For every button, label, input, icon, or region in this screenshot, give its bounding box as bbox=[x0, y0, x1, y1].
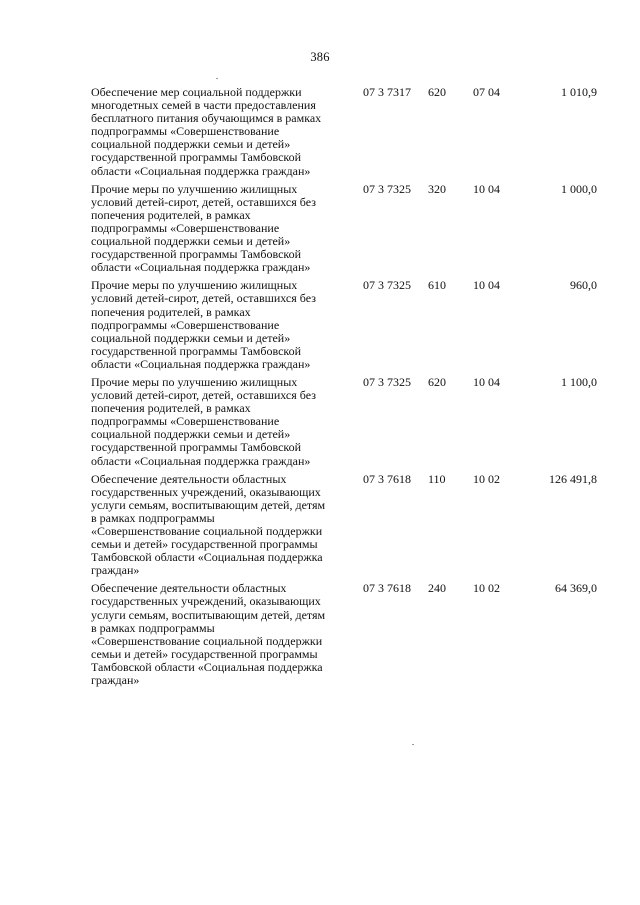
amount: 1 100,0 bbox=[561, 374, 597, 389]
expense-name-line: государственных учреждений, оказывающих bbox=[91, 484, 321, 499]
expense-name-line: Прочие меры по улучшению жилищных bbox=[91, 374, 298, 389]
expense-name-line: условий детей-сирот, детей, оставшихся без bbox=[91, 291, 316, 306]
expense-name-line: условий детей-сирот, детей, оставшихся без bbox=[91, 194, 316, 209]
expense-name-line: в рамках подпрограммы bbox=[91, 620, 215, 635]
expense-type-code: 320 bbox=[428, 181, 446, 196]
expense-name-line: социальной поддержки семьи и детей» bbox=[91, 137, 291, 152]
expense-name-line: попечения родителей, в рамках bbox=[91, 401, 251, 416]
target-article-code: 07 3 7618 bbox=[363, 471, 411, 486]
expense-name bbox=[91, 183, 353, 275]
expense-name-line: услуги семьям, воспитывающим детей, детям bbox=[91, 607, 326, 622]
expense-name-line: Обеспечение мер социальной поддержки bbox=[91, 85, 302, 99]
expense-name-line: Обеспечение деятельности областных bbox=[91, 581, 287, 596]
expense-name-line: граждан» bbox=[91, 563, 140, 578]
expense-name-line: «Совершенствование социальной поддержки bbox=[91, 524, 323, 538]
expense-name-line: семьи и детей» государственной программы bbox=[91, 646, 318, 661]
expense-name-line: государственной программы Тамбовской bbox=[91, 150, 302, 165]
table-row bbox=[91, 86, 597, 178]
expense-name-line: социальной поддержки семьи и детей» bbox=[91, 330, 291, 345]
table-row bbox=[91, 473, 597, 578]
expense-name-line: социальной поддержки семьи и детей» bbox=[91, 234, 291, 249]
expense-type-code: 620 bbox=[428, 374, 446, 389]
expense-name-line: подпрограммы «Совершенствование bbox=[91, 317, 280, 332]
section-subsection-code: 10 04 bbox=[473, 278, 500, 293]
expense-name-line: «Совершенствование социальной поддержки bbox=[91, 633, 323, 648]
expense-name-line: семьи и детей» государственной программы bbox=[91, 537, 318, 552]
expense-name bbox=[91, 376, 353, 468]
expense-name bbox=[91, 279, 353, 371]
section-subsection-code: 10 02 bbox=[473, 471, 500, 486]
expense-name-line: в рамках подпрограммы bbox=[91, 510, 215, 525]
table-row bbox=[91, 582, 597, 687]
expense-name-line: области «Социальная поддержка граждан» bbox=[91, 163, 311, 178]
expense-type-code: 610 bbox=[428, 278, 446, 293]
expense-name bbox=[91, 582, 353, 687]
table-row bbox=[91, 183, 597, 275]
section-subsection-code: 10 04 bbox=[473, 374, 500, 389]
amount: 960,0 bbox=[570, 278, 597, 293]
expense-name-line: государственной программы Тамбовской bbox=[91, 247, 302, 262]
scan-speck bbox=[412, 744, 414, 745]
amount: 1 000,0 bbox=[561, 181, 597, 196]
expense-name-line: граждан» bbox=[91, 673, 140, 688]
table-row bbox=[91, 279, 597, 371]
expense-name-line: Прочие меры по улучшению жилищных bbox=[91, 278, 298, 293]
amount: 64 369,0 bbox=[555, 581, 597, 596]
expense-name-line: государственной программы Тамбовской bbox=[91, 440, 302, 455]
expense-name-line: Прочие меры по улучшению жилищных bbox=[91, 181, 298, 196]
target-article-code: 07 3 7325 bbox=[363, 181, 411, 196]
target-article-code: 07 3 7325 bbox=[363, 374, 411, 389]
expense-name-line: области «Социальная поддержка граждан» bbox=[91, 260, 311, 275]
amount: 1 010,9 bbox=[561, 85, 597, 99]
section-subsection-code: 10 02 bbox=[473, 581, 500, 596]
expense-type-code: 620 bbox=[428, 85, 446, 99]
expense-name-line: области «Социальная поддержка граждан» bbox=[91, 356, 311, 371]
expense-type-code: 240 bbox=[428, 581, 446, 596]
table-row bbox=[91, 376, 597, 468]
budget-table bbox=[91, 86, 597, 692]
amount: 126 491,8 bbox=[549, 471, 597, 486]
expense-name-line: социальной поддержки семьи и детей» bbox=[91, 427, 291, 442]
expense-name-line: бесплатного питания обучающимся в рамках bbox=[91, 111, 322, 126]
expense-name-line: Тамбовской области «Социальная поддержка bbox=[91, 659, 323, 674]
page-number: 386 bbox=[310, 50, 330, 64]
expense-name-line: попечения родителей, в рамках bbox=[91, 304, 251, 319]
expense-name-line: Обеспечение деятельности областных bbox=[91, 471, 287, 486]
expense-name-line: государственных учреждений, оказывающих bbox=[91, 594, 321, 609]
target-article-code: 07 3 7618 bbox=[363, 581, 411, 596]
section-subsection-code: 10 04 bbox=[473, 181, 500, 196]
expense-name-line: государственной программы Тамбовской bbox=[91, 343, 302, 358]
expense-name-line: подпрограммы «Совершенствование bbox=[91, 414, 280, 429]
scan-speck bbox=[216, 78, 218, 79]
expense-name-line: попечения родителей, в рамках bbox=[91, 207, 251, 222]
expense-name-line: услуги семьям, воспитывающим детей, детям bbox=[91, 497, 326, 512]
expense-type-code: 110 bbox=[428, 471, 446, 486]
section-subsection-code: 07 04 bbox=[473, 85, 500, 99]
target-article-code: 07 3 7317 bbox=[363, 85, 411, 99]
expense-name-line: Тамбовской области «Социальная поддержка bbox=[91, 550, 323, 565]
expense-name-line: многодетных семей в части предоставления bbox=[91, 98, 316, 113]
expense-name-line: подпрограммы «Совершенствование bbox=[91, 220, 280, 235]
expense-name bbox=[91, 86, 353, 178]
expense-name-line: области «Социальная поддержка граждан» bbox=[91, 453, 311, 468]
expense-name-line: условий детей-сирот, детей, оставшихся без bbox=[91, 388, 316, 403]
expense-name bbox=[91, 473, 353, 578]
target-article-code: 07 3 7325 bbox=[363, 278, 411, 293]
expense-name-line: подпрограммы «Совершенствование bbox=[91, 124, 280, 139]
